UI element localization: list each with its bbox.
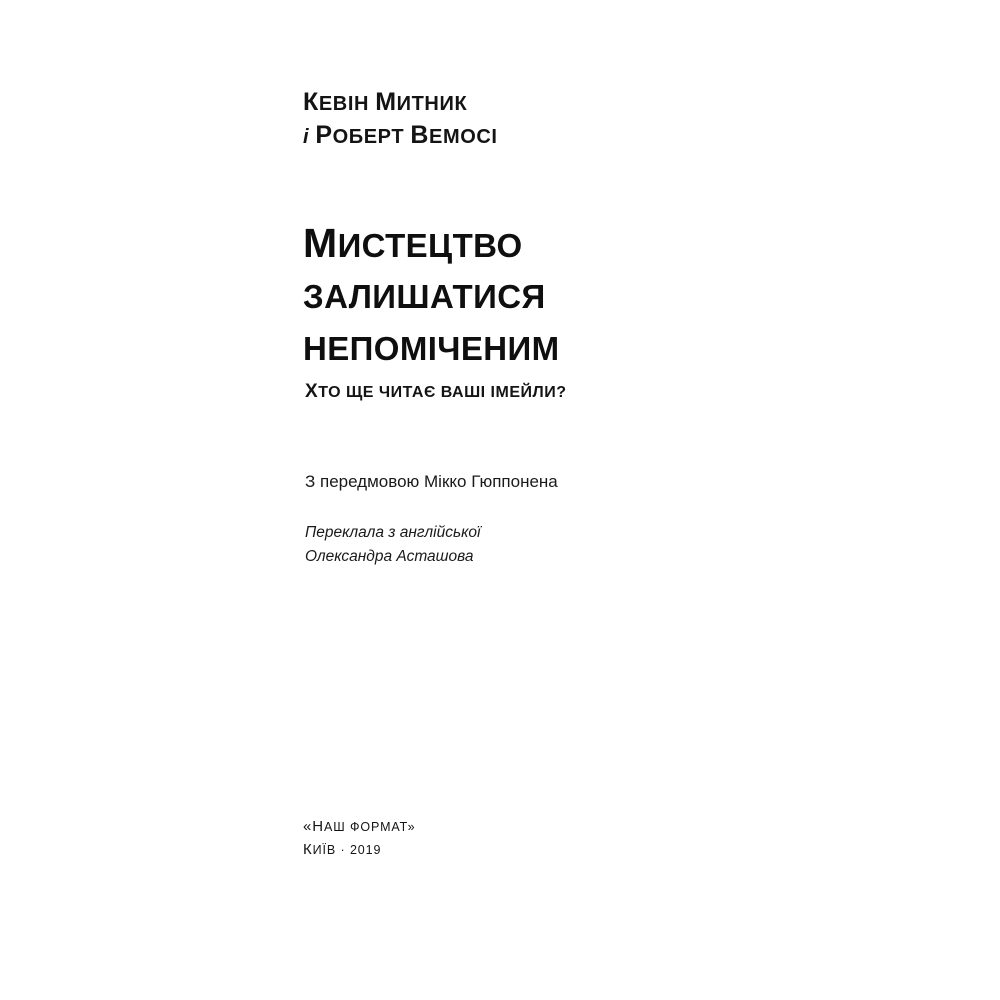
book-title bbox=[303, 218, 943, 372]
publisher-city-year bbox=[303, 838, 943, 861]
author-line-1 bbox=[303, 86, 943, 119]
publisher-name bbox=[303, 815, 943, 838]
foreword-credit: З передмовою Мікко Гюппонена bbox=[305, 472, 558, 491]
publisher-name-close: » bbox=[407, 820, 416, 834]
book-title-line-1-initial: М bbox=[303, 220, 338, 266]
translator-credit bbox=[305, 521, 945, 569]
author-line-2-initial: Р bbox=[315, 121, 333, 150]
title-page-content bbox=[303, 0, 943, 1000]
author-line-1-name: ЕВІН bbox=[318, 93, 376, 115]
book-title-line-2 bbox=[303, 269, 943, 320]
publisher-year: 2019 bbox=[349, 843, 382, 858]
author-line-1-initial: К bbox=[303, 88, 319, 116]
publisher-city-initial: К bbox=[303, 841, 313, 859]
book-title-line-1-rest: ИСТЕЦТВО bbox=[337, 227, 523, 264]
publisher-name-rest: АШ ФОРМАТ bbox=[323, 820, 408, 834]
publisher-name-initial: «Н bbox=[303, 818, 324, 835]
publisher-city-rest: ИЇВ bbox=[312, 843, 337, 858]
author-line-2-name: ОБЕРТ bbox=[332, 126, 411, 149]
authors-block bbox=[303, 86, 943, 153]
book-title-line-1 bbox=[303, 218, 943, 269]
translator-credit-line-1: Переклала з англійської bbox=[305, 524, 481, 541]
book-subtitle-initial: Х bbox=[305, 381, 319, 402]
author-line-2 bbox=[303, 119, 943, 152]
publisher-imprint bbox=[303, 815, 943, 862]
translator-credit-line-2: Олександра Асташова bbox=[305, 548, 474, 566]
book-title-line-3 bbox=[303, 321, 943, 372]
author-line-2-conjunction: і bbox=[303, 126, 316, 149]
book-title-line-3-text: НЕПОМІЧЕНИМ bbox=[303, 329, 560, 367]
author-line-2-initial-2: В bbox=[410, 121, 429, 150]
book-title-line-2-text: ЗАЛИШАТИСЯ bbox=[303, 278, 546, 316]
publisher-separator: · bbox=[336, 843, 350, 858]
author-line-1-initial-2: М bbox=[375, 88, 397, 116]
author-line-1-surname: ИТНИК bbox=[396, 93, 468, 115]
book-subtitle-rest: ТО ЩЕ ЧИТАЄ ВАШІ ІМЕЙЛИ? bbox=[318, 384, 567, 401]
author-line-2-surname: ЕМОСІ bbox=[429, 126, 498, 149]
book-subtitle bbox=[305, 381, 945, 403]
